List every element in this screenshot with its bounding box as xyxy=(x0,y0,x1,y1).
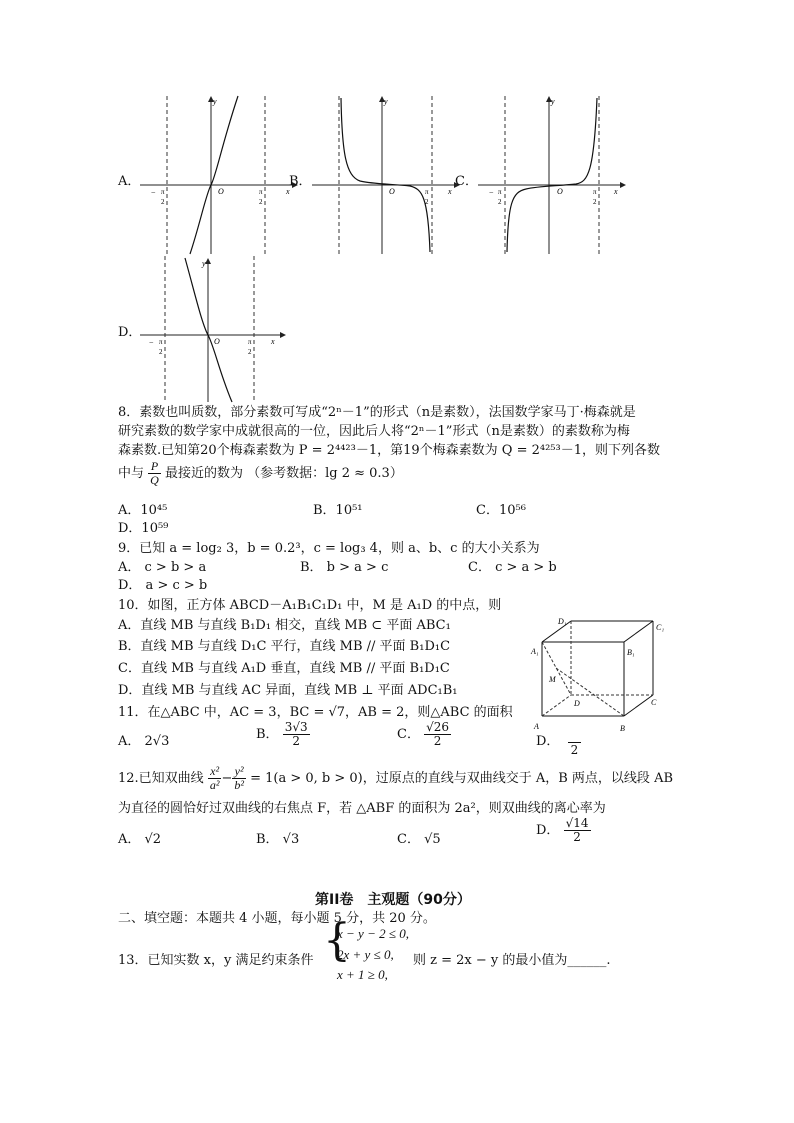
q8-line-1: 8．素数也叫质数，部分素数可写成“2ⁿ－1”的形式（n是素数），法国数学家马丁·梅森就是 xyxy=(118,405,636,420)
q7-option-c-label[interactable]: C． xyxy=(455,174,478,189)
curve-b xyxy=(341,98,430,252)
q12-frac-y xyxy=(232,765,246,792)
q7-option-d-label[interactable]: D． xyxy=(118,325,142,340)
q11-option-b-frac xyxy=(283,721,310,748)
q13-stem-pre: 13．已知实数 x，y 满足约束条件 xyxy=(118,953,314,968)
q12-option-b[interactable]: B． √3 xyxy=(256,832,300,847)
tick-two-left: 2 xyxy=(161,198,165,206)
q11-option-b[interactable] xyxy=(256,721,310,748)
q8-fraction-num: P xyxy=(148,460,161,474)
tick-pi-right: π xyxy=(259,188,263,196)
q12-option-d-frac xyxy=(564,817,591,844)
q11-option-d[interactable] xyxy=(536,730,581,757)
tick-two-left: 2 xyxy=(159,348,163,356)
q12-option-d-den: 2 xyxy=(573,830,581,844)
q11-option-a[interactable]: A． 2√3 xyxy=(118,734,170,749)
q8-option-b[interactable]: B．10⁵¹ xyxy=(313,503,363,518)
axis-x-label: x xyxy=(614,187,618,196)
tick-two-right: 2 xyxy=(593,198,597,206)
q12-option-d-label: D． xyxy=(536,823,560,838)
origin-label: O xyxy=(218,187,224,196)
q12-frac-y-den: b² xyxy=(234,778,244,792)
curve-c xyxy=(507,98,597,252)
q7-graph-d xyxy=(140,254,290,404)
axis-y-label: y xyxy=(384,97,388,106)
label-D: D xyxy=(574,699,580,708)
q8-fraction xyxy=(148,460,161,487)
q12-frac-x xyxy=(208,765,222,792)
tick-pi-right: π xyxy=(593,188,597,196)
q7-option-a-label[interactable]: A． xyxy=(118,174,141,189)
origin-label: O xyxy=(557,187,563,196)
q9-option-d[interactable]: D． a > c > b xyxy=(118,578,208,593)
q7-graph-a xyxy=(140,94,300,256)
label-B: B xyxy=(620,724,625,733)
q12-option-a[interactable]: A． √2 xyxy=(118,832,162,847)
q10-stem: 10．如图，正方体 ABCD－A₁B₁C₁D₁ 中，M 是 A₁D 的中点，则 xyxy=(118,598,502,613)
label-C1: C₁ xyxy=(656,623,665,632)
tick-two-right: 2 xyxy=(248,348,252,356)
label-A1: A₁ xyxy=(531,647,539,656)
y-axis-arrow xyxy=(205,258,211,264)
q7-graph-b xyxy=(312,94,462,256)
tick-pi-left: π xyxy=(159,338,163,346)
label-M: M xyxy=(549,675,556,684)
label-D1: D₁ xyxy=(558,617,567,626)
axis-y-label: y xyxy=(551,97,555,106)
q12-frac-x-num: x² xyxy=(208,765,222,779)
tick-neg-sign: − xyxy=(489,188,494,197)
q12-frac-y-num: y² xyxy=(232,765,246,779)
q12-frac-x-den: a² xyxy=(209,778,220,792)
tick-neg-sign: − xyxy=(151,188,156,197)
q10-option-b[interactable]: B．直线 MB 与直线 D₁C 平行，直线 MB // 平面 B₁D₁C xyxy=(118,639,451,654)
q12-stem-mid: = 1(a > 0, b > 0)，过原点的直线与双曲线交于 A，B 两点，以线段 AB xyxy=(250,771,674,786)
q12-option-c[interactable]: C． √5 xyxy=(397,832,441,847)
q9-option-b[interactable]: B． b > a > c xyxy=(300,560,389,575)
q8-line4-pre: 中与 xyxy=(118,466,145,481)
q7-graph-c xyxy=(478,94,628,256)
tick-pi-left: π xyxy=(498,188,502,196)
q13-stem-post: 则 z = 2x − y 的最小值为______. xyxy=(413,953,611,968)
axis-y-label: y xyxy=(213,97,217,106)
q11-option-d-den: 2 xyxy=(568,742,582,757)
fill-in-header: 二、填空题：本题共 4 小题，每小题 5 分，共 20 分。 xyxy=(118,911,436,926)
axis-x-label: x xyxy=(448,187,452,196)
q13-brace: { xyxy=(323,915,351,966)
tick-pi-left: π xyxy=(161,188,165,196)
q12-line-1: 12.已知双曲线 $\frac{\text{x²}}{\text{a²}}$ − $\frac{\text{y²}}{\text{b²}}$ = 1(a > 0, b > 0)，过原点的直线与双曲线交于 A，B 两点，以线段 AB xyxy=(118,764,674,792)
q11-option-c-frac xyxy=(424,721,451,748)
q8-line-2: 研究素数的数学家中成就很高的一位，因此后人将“2ⁿ－1”形式（n是素数）的素数称为梅 xyxy=(118,424,630,439)
q11-option-b-num: 3√3 xyxy=(284,720,308,734)
q12-option-d[interactable] xyxy=(536,817,591,844)
origin-label: O xyxy=(214,337,220,346)
q8-line-3: 森素数.已知第20个梅森素数为 P = 2⁴⁴²³－1，第19个梅森素数为 Q = 2⁴²⁵³－1，则下列各数 xyxy=(118,443,660,458)
q13-constraint-2: 2x + y ≤ 0, xyxy=(337,947,394,962)
q12-option-d-num: √14 xyxy=(565,816,589,830)
q8-option-c[interactable]: C．10⁵⁶ xyxy=(476,503,526,518)
label-B1: B₁ xyxy=(627,648,635,657)
q10-option-c[interactable]: C．直线 MB 与直线 A₁D 垂直，直线 MB // 平面 B₁D₁C xyxy=(118,661,450,676)
q10-option-d[interactable]: D．直线 MB 与直线 AC 异面，直线 MB ⊥ 平面 ADC₁B₁ xyxy=(118,683,458,698)
q10-cube-figure xyxy=(530,612,670,738)
q11-option-c-num: √26 xyxy=(426,720,450,734)
q11-option-c-label: C． xyxy=(397,727,420,742)
axis-y-label: y xyxy=(202,259,206,268)
q8-option-d[interactable]: D．10⁵⁹ xyxy=(118,521,169,536)
tick-two-right: 2 xyxy=(425,198,429,206)
axis-x-label: x xyxy=(271,337,275,346)
label-C: C xyxy=(651,698,657,707)
q11-stem: 11．在△ABC 中，AC = 3，BC = √7，AB = 2，则△ABC 的面积 xyxy=(118,705,513,720)
q9-stem: 9．已知 a = log₂ 3，b = 0.2³，c = log₃ 4，则 a、b、c 的大小关系为 xyxy=(118,541,540,556)
origin-label: O xyxy=(389,187,395,196)
tick-neg-sign: − xyxy=(149,338,154,347)
curve-a xyxy=(190,96,238,254)
q8-line4-post: 最接近的数为 （参考数据：lg 2 ≈ 0.3） xyxy=(164,466,403,481)
q8-fraction-den: Q xyxy=(150,473,159,487)
q11-option-b-den: 2 xyxy=(292,734,300,748)
q8-line-4 xyxy=(118,460,403,487)
label-A: A xyxy=(534,722,539,731)
tick-two-left: 2 xyxy=(498,198,502,206)
q11-option-d-label: D． xyxy=(536,734,560,749)
tick-pi-right: π xyxy=(425,188,429,196)
q11-option-c-den: 2 xyxy=(433,734,442,748)
tick-two-right: 2 xyxy=(259,198,263,206)
q8-option-a[interactable]: A．10⁴⁵ xyxy=(118,503,168,518)
x-axis-arrow xyxy=(620,182,626,188)
q12-line-2: 为直径的圆恰好过双曲线的右焦点 F，若 △ABF 的面积为 2a²，则双曲线的离心率为 xyxy=(118,801,606,816)
q9-option-a[interactable]: A． c > b > a xyxy=(118,560,207,575)
tick-pi-right: π xyxy=(248,338,252,346)
q9-option-c[interactable]: C． c > a > b xyxy=(468,560,557,575)
q13-constraint-1: x − y − 2 ≤ 0, xyxy=(337,926,409,941)
q7-option-b-label[interactable]: B． xyxy=(289,174,312,189)
q12-stem-pre: 12.已知双曲线 xyxy=(118,771,204,786)
x-axis-arrow xyxy=(280,332,286,338)
q10-option-a[interactable]: A．直线 MB 与直线 B₁D₁ 相交，直线 MB ⊂ 平面 ABC₁ xyxy=(118,618,451,633)
axis-x-label: x xyxy=(286,187,290,196)
q11-option-b-label: B． xyxy=(256,727,279,742)
q11-option-c[interactable] xyxy=(397,721,451,748)
section-2-title: 第II卷 主观题（90分） xyxy=(315,892,471,908)
q13-constraint-3: x + 1 ≥ 0, xyxy=(337,967,388,982)
